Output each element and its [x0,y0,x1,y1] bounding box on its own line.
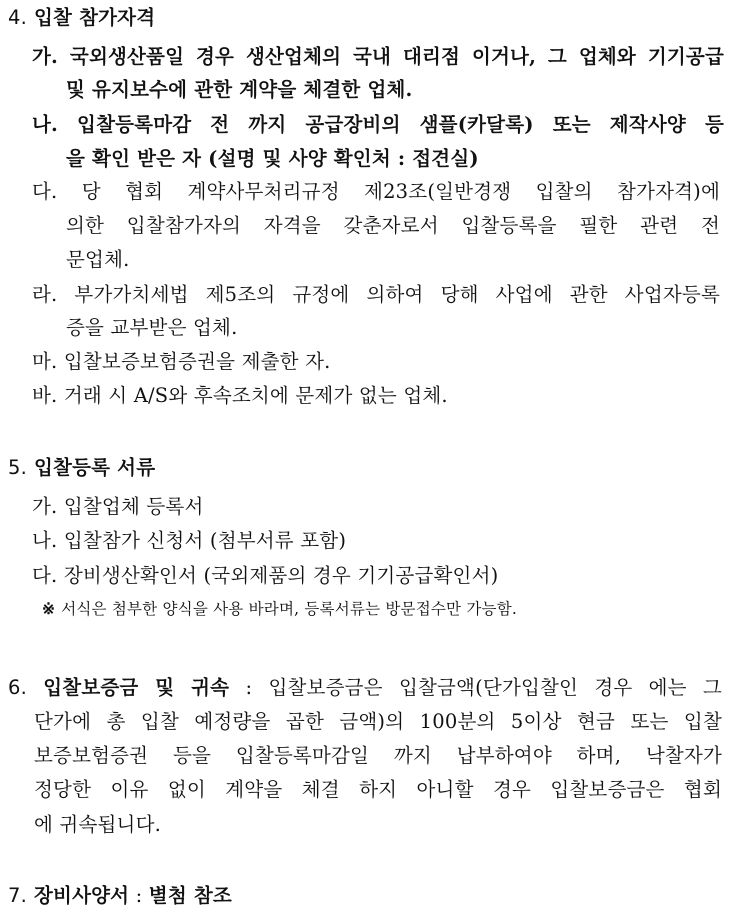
section-7-separator: : [129,884,149,907]
section-5-number: 5. [8,456,28,479]
sec4-item-ba: 바. 거래 시 A/S와 후속조치에 문제가 없는 업체. [32,384,448,407]
section-7-title: 장비사양서 [34,884,130,907]
section-6-text-line4: 정당한 이유 없이 계약을 체결 하지 아니할 경우 입찰보증금은 협회 [34,778,722,801]
sec4-item-da-line2: 의한 입찰참가자의 자격을 갖춘자로서 입찰등록을 필한 관련 전 [66,214,720,237]
sec4-item-ra-line2: 증을 교부받은 업체. [66,316,238,339]
section-6-text-line3: 보증보험증권 등을 입찰등록마감일 까지 납부하여야 하며, 낙찰자가 [34,744,722,767]
section-7-heading [8,881,724,911]
sec5-note [42,594,724,624]
section-6-line1 [8,673,722,703]
sec5-note-text: 서식은 첨부한 양식을 사용 바라며, 등록서류는 방문접수만 가능함. [61,600,518,618]
sec4-item-ra-line1: 라. 부가가치세법 제5조의 규정에 의하여 당해 사업에 관한 사업자등록 [32,283,720,306]
section-6-text-line5: 에 귀속됩니다. [34,813,162,836]
section-4-title: 입찰 참가자격 [34,6,156,29]
sec4-item-ga-line1: 가. 국외생산품일 경우 생산업체의 국내 대리점 이거나, 그 업체와 기기공급 [32,45,724,68]
section-6-title: 입찰보증금 및 귀속 [43,676,230,699]
sec4-item-da-line1: 다. 당 협회 계약사무처리규정 제23조(일반경쟁 입찰의 참가자격)에 [32,180,720,203]
section-6-number: 6. [8,676,28,699]
section-4-heading [8,3,724,33]
section-7-number: 7. [8,884,28,907]
section-6-text-line2: 단가에 총 입찰 예정량을 곱한 금액)의 100분의 5이상 현금 또는 입찰 [34,710,722,733]
sec4-item-da-line3: 문업체. [66,248,130,271]
section-7-reference: 별첨 참조 [148,884,232,907]
section-4-number: 4. [8,6,28,29]
sec5-item-ga: 가. 입찰업체 등록서 [32,495,204,518]
sec4-item-ga-line2: 및 유지보수에 관한 계약을 체결한 업체. [66,78,413,101]
section-6-text-line1: : 입찰보증금은 입찰금액(단가입찰인 경우 에는 그 [229,676,722,699]
sec4-item-na-line1: 나. 입찰등록마감 전 까지 공급장비의 샘플(카달록) 또는 제작사양 등 [32,113,724,136]
note-reference-mark: ※ [42,599,56,618]
sec5-item-na: 나. 입찰참가 신청서 (첨부서류 포함) [32,529,347,552]
sec4-item-ma: 마. 입찰보증보험증권을 제출한 자. [32,350,331,373]
sec5-item-da: 다. 장비생산확인서 (국외제품의 경우 기기공급확인서) [32,564,499,587]
section-5-heading [8,453,724,483]
section-5-title: 입찰등록 서류 [34,456,156,479]
sec4-item-na-line2: 을 확인 받은 자 (설명 및 사양 확인처 : 접견실) [66,147,479,170]
